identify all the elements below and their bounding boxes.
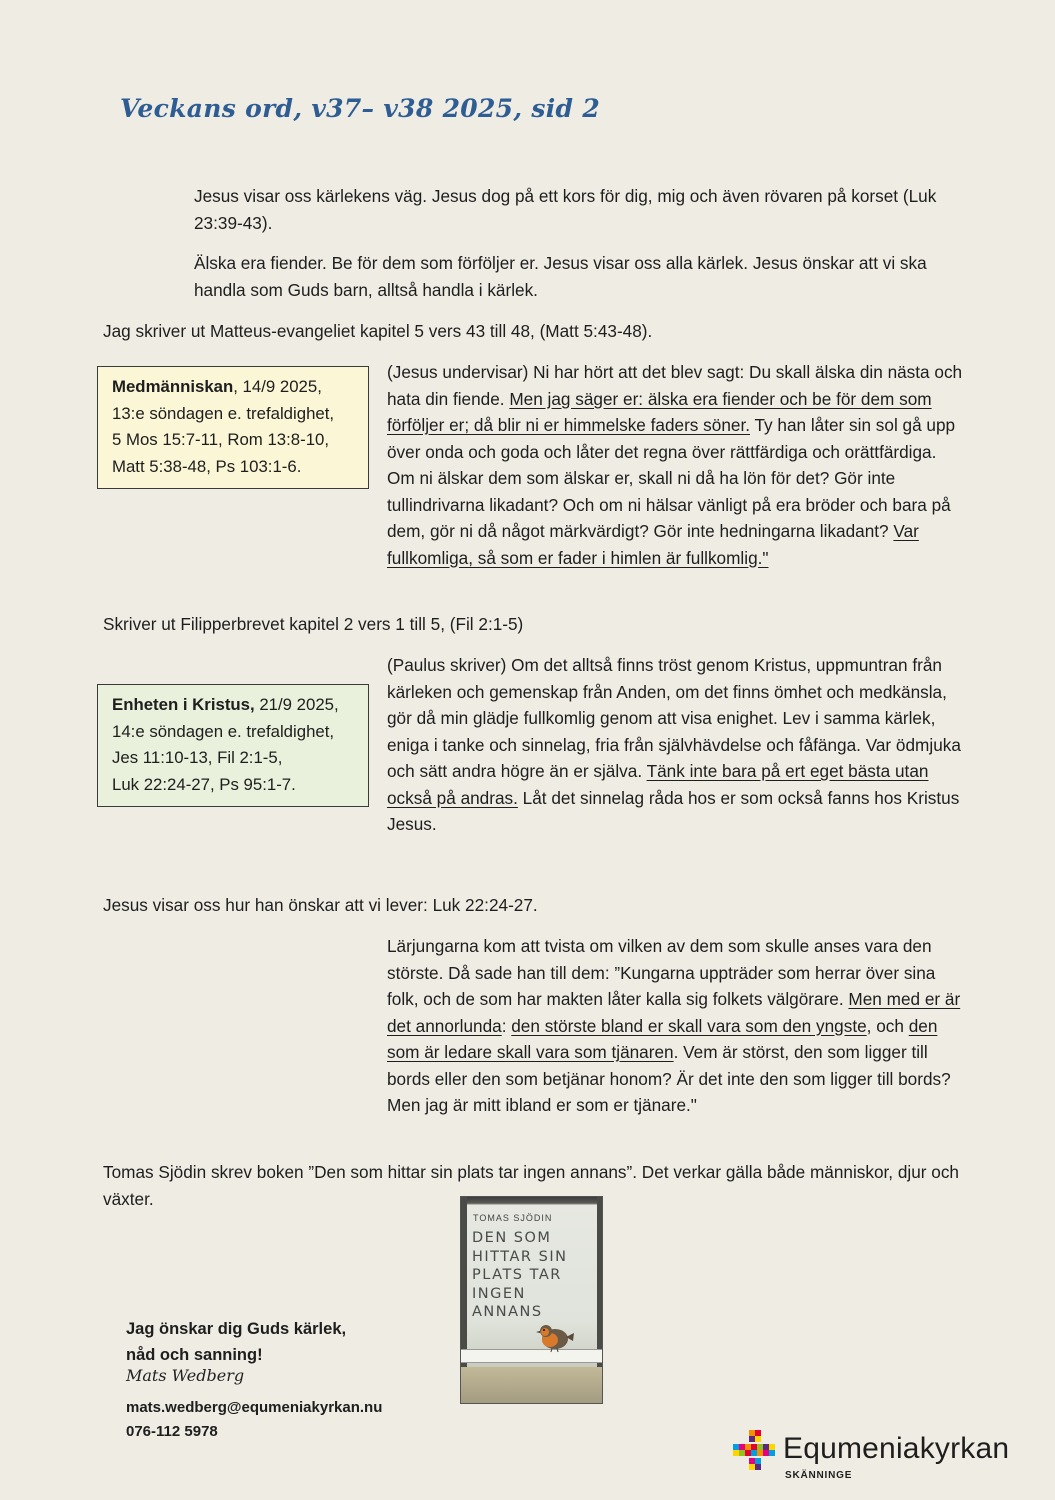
window-sill <box>461 1349 602 1363</box>
section3-scripture <box>387 933 965 1119</box>
sermon-box-medmanniskan <box>97 366 369 489</box>
scripture-underlined: Men med er är det annorlunda <box>387 989 961 1036</box>
signature: Mats Wedberg <box>126 1366 245 1385</box>
section2-heading: Skriver ut Filipperbrevet kapitel 2 vers 1 till 5, (Fil 2:1-5) <box>103 614 524 634</box>
greeting-line2: nåd och sanning! <box>126 1346 263 1364</box>
scripture-text: (Paulus skriver) Om det alltså finns tröst genom Kristus, uppmuntran från kärleken och gemenskap från Anden, om det finns ömhet och medkänsla, gör då min glädje fullkomlig genom att visa enighet. Lev i samma kärlek, eniga i tanke och sinnelag, fria från självhävdelse och fåfänga. Var ödmjuka och sätt andra högre än er själva. <box>387 655 961 781</box>
cross-mosaic-icon <box>733 1430 777 1474</box>
scripture-underlined: Tänk inte bara på ert eget bästa utan också på andras. <box>387 761 929 808</box>
box1-line2: 13:e söndagen e. trefaldighet, <box>112 403 335 423</box>
scripture-text: Lärjungarna kom att tvista om vilken av dem som skulle anses vara den störste. Då sade han till dem: ”Kungarna uppträder som herrar över sina folk, och de som har makten låter kalla sig folkets välgörare. <box>387 936 936 1009</box>
greeting-line1: Jag önskar dig Guds kärlek, <box>126 1320 347 1338</box>
robin-bird-icon <box>535 1319 575 1353</box>
section3-heading: Jesus visar oss hur han önskar att vi lever: Luk 22:24-27. <box>103 895 538 915</box>
scripture-text: Ty han låter sin sol gå upp över onda och goda och låter det regna över rättfärdiga och orättfärdiga. Om ni älskar dem som älskar er, skall ni då ha lön för det? Gör inte tullindrivarna likadant? Och om ni hälsar vänligt på era bröder och bara på dem, gör ni då något märkvärdigt? Gör inte hedningarna likadant? <box>387 415 956 541</box>
sermon-box-enheten <box>97 684 369 807</box>
box2-line4: Luk 22:24-27, Ps 95:1-7. <box>112 774 296 794</box>
scripture-underlined: Men jag säger er: älska era fiender och be för dem som förföljer er; då blir ni er himmelske faders söner. <box>387 388 932 435</box>
window-ledge <box>461 1367 602 1404</box>
box2-line2: 14:e söndagen e. trefaldighet, <box>112 721 335 741</box>
scripture-text: Låt det sinnelag råda hos er som också fanns hos Kristus Jesus. <box>387 787 960 834</box>
equmeniakyrkan-logo <box>733 1426 1033 1486</box>
scripture-text: (Jesus undervisar) Ni har hört att det blev sagt: Du skall älska din nästa och hata din fiende. <box>387 362 963 409</box>
section2-scripture <box>387 652 965 838</box>
email-link[interactable]: mats.wedberg@equmeniakyrkan.nu <box>126 1399 383 1416</box>
box1-title: Medmänniskan <box>112 377 234 396</box>
logo-name: Equmeniakyrkan <box>783 1432 1010 1465</box>
box1-line3: 5 Mos 15:7-11, Rom 13:8-10, <box>112 430 330 449</box>
book-cover-image <box>460 1196 603 1404</box>
box2-line3: Jes 11:10-13, Fil 2:1-5, <box>112 748 283 767</box>
book-author: TOMAS SJÖDIN <box>473 1213 553 1223</box>
greeting <box>126 1316 346 1368</box>
book-title: DEN SOM HITTAR SIN PLATS TAR INGEN ANNANS <box>472 1230 568 1320</box>
box1-line4: Matt 5:38-48, Ps 103:1-6. <box>112 456 302 476</box>
scripture-text: . Vem är störst, den som ligger till bords eller den som betjänar honom? Är det inte den som ligger till bords? Men jag är mitt ibland er som er tjänare." <box>387 1042 951 1115</box>
intro-paragraph-2: Älska era fiender. Be för dem som förföljer er. Jesus visar oss alla kärlek. Jesus önskar att vi ska handla som Guds barn, alltså handla i kärlek. <box>194 253 927 300</box>
scripture-underlined: den som är ledare skall vara som tjänaren <box>387 1015 938 1062</box>
closing-paragraph: Tomas Sjödin skrev boken ”Den som hittar sin plats tar ingen annans”. Det verkar gälla både människor, djur och växter. <box>103 1162 959 1209</box>
section1-heading: Jag skriver ut Matteus-evangeliet kapitel 5 vers 43 till 48, (Matt 5:43-48). <box>103 321 653 341</box>
box2-date: 21/9 2025, <box>254 695 339 714</box>
box2-title: Enheten i Kristus, <box>112 695 255 714</box>
section1-scripture <box>387 359 965 571</box>
contact-info <box>126 1396 382 1444</box>
scripture-text: : <box>501 1015 512 1036</box>
scripture-underlined: Var fullkomliga, så som er fader i himlen är fullkomlig." <box>387 521 919 568</box>
phone-number: 076-112 5978 <box>126 1423 218 1440</box>
box1-date: , 14/9 2025, <box>233 377 322 396</box>
page-title: Veckans ord, v37– v38 2025, sid 2 <box>120 94 601 123</box>
scripture-underlined: den störste bland er skall vara som den yngste <box>511 1015 867 1036</box>
scripture-text: , och <box>866 1015 909 1036</box>
logo-location: SKÄNNINGE <box>785 1470 853 1481</box>
intro-paragraph-1: Jesus visar oss kärlekens väg. Jesus dog på ett kors för dig, mig och även rövaren på korset (Luk 23:39-43). <box>194 186 937 233</box>
